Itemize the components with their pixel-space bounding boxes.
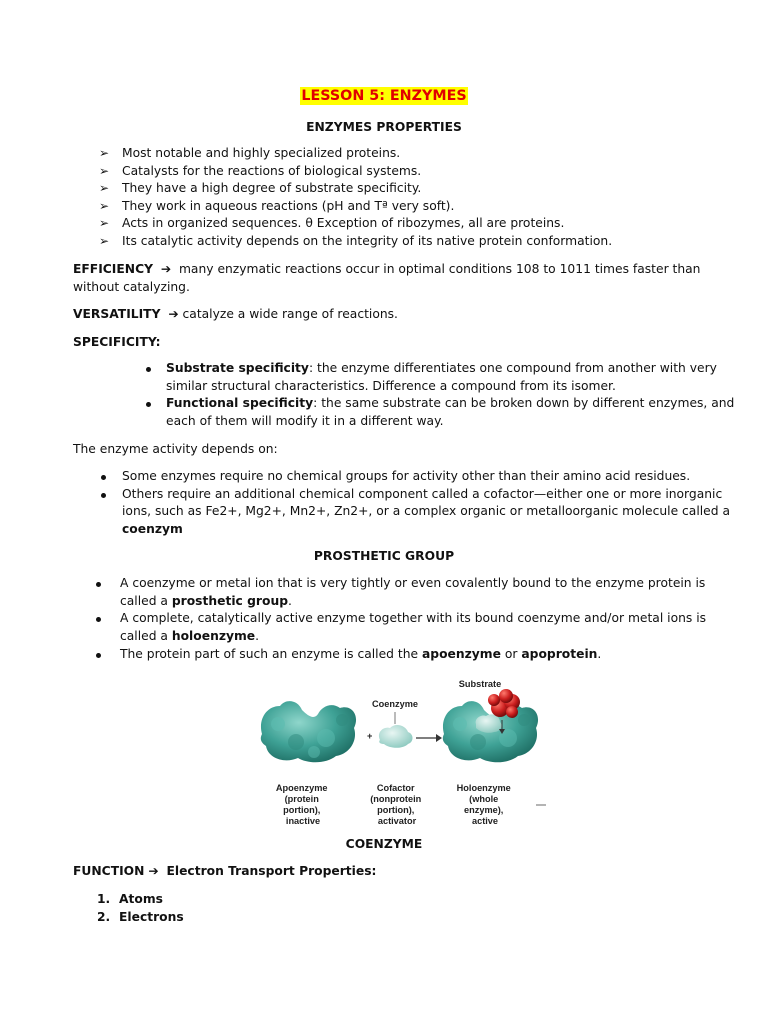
list-number: 1. bbox=[97, 892, 111, 906]
text-run: . bbox=[288, 593, 292, 608]
list-item: Catalysts for the reactions of biological systems. bbox=[122, 163, 422, 178]
text-run: called a bbox=[120, 593, 172, 608]
efficiency-text: many enzymatic reactions occur in optimal conditions 108 to 1011 times faster than bbox=[178, 262, 701, 276]
caption-line: Holoenzyme bbox=[456, 783, 511, 793]
bullet-icon bbox=[101, 475, 106, 480]
substrate-label: Substrate bbox=[458, 679, 502, 689]
coenzyme-shape bbox=[379, 725, 413, 748]
arrowhead-bullet-icon: ➢ bbox=[99, 233, 110, 248]
right-arrow-icon: ➔ bbox=[156, 262, 179, 276]
bullet-icon bbox=[96, 582, 101, 587]
enzyme-diagram bbox=[256, 676, 552, 830]
prosthetic-item-3 bbox=[120, 646, 601, 664]
specificity-label: SPECIFICITY: bbox=[73, 334, 161, 349]
caption-line: (whole bbox=[469, 794, 499, 804]
apoprotein-term: apoprotein bbox=[521, 647, 598, 661]
prosthetic-group-term: prosthetic group bbox=[171, 593, 289, 608]
bullet-icon bbox=[101, 493, 106, 498]
caption-line: Cofactor bbox=[376, 783, 415, 793]
text-run: or bbox=[500, 647, 522, 661]
caption-line: portion), bbox=[377, 805, 415, 815]
substrate-specificity-text-cont: similar structural characteristics. Difference a compound from its isomer. bbox=[166, 378, 616, 393]
caption-line: active bbox=[471, 816, 499, 826]
caption-line: enzyme), bbox=[464, 805, 504, 815]
list-item: They have a high degree of substrate specificity. bbox=[122, 181, 422, 195]
prosthetic-item-1: A coenzyme or metal ion that is very tightly or even covalently bound to the enzyme protein is bbox=[120, 576, 706, 590]
list-item: Acts in organized sequences. θ Exception of ribozymes, all are proteins. bbox=[122, 216, 565, 230]
bullet-icon bbox=[146, 367, 151, 372]
caption-line: portion), bbox=[283, 805, 321, 815]
enzyme-diagram-figure bbox=[256, 676, 552, 830]
function-item-atoms: Atoms bbox=[119, 892, 163, 906]
bullet-icon bbox=[96, 653, 101, 658]
arrowhead-bullet-icon: ➢ bbox=[99, 181, 110, 195]
activity-item-2: Others require an additional chemical component called a cofactor—either one or more inorganic bbox=[122, 486, 723, 501]
title-row bbox=[0, 87, 768, 106]
functional-specificity-text: : the same substrate can be broken down by different enzymes, and bbox=[313, 396, 735, 410]
function-item-electrons: Electrons bbox=[119, 909, 184, 924]
functional-specificity-item bbox=[166, 395, 734, 413]
activity-item-1: Some enzymes require no chemical groups for activity other than their amino acid residues. bbox=[122, 469, 691, 483]
function-label: FUNCTION bbox=[73, 864, 145, 878]
apoenzyme-caption bbox=[276, 783, 330, 826]
text-run: . bbox=[597, 647, 602, 661]
bullet-icon bbox=[96, 617, 101, 622]
arrowhead-bullet-icon: ➢ bbox=[99, 146, 110, 160]
versatility-label: VERSATILITY bbox=[73, 307, 161, 321]
function-paragraph bbox=[73, 863, 376, 881]
text-run: called a bbox=[120, 628, 172, 643]
activity-intro: The enzyme activity depends on: bbox=[73, 442, 278, 456]
coenzyme-label: Coenzyme bbox=[372, 699, 418, 709]
efficiency-paragraph bbox=[73, 261, 700, 279]
holoenzyme-term: holoenzyme bbox=[171, 628, 256, 643]
functional-specificity-text-cont: each of them will modify it in a different way. bbox=[166, 413, 444, 428]
arrowhead-bullet-icon: ➢ bbox=[99, 198, 110, 213]
efficiency-text-cont: without catalyzing. bbox=[73, 279, 190, 294]
right-arrow-icon: ➔ bbox=[144, 864, 167, 878]
cofactor-caption bbox=[370, 783, 424, 826]
text-run: The protein part of such an enzyme is called the bbox=[120, 647, 422, 661]
arrowhead-bullet-icon: ➢ bbox=[99, 163, 110, 178]
right-arrow-icon: ➔ bbox=[164, 307, 183, 321]
caption-line: activator bbox=[377, 816, 417, 826]
caption-line: (nonprotein bbox=[370, 794, 422, 804]
prosthetic-item-2: A complete, catalytically active enzyme together with its bound coenzyme and/or metal ions is bbox=[120, 611, 707, 625]
text-run: . bbox=[255, 628, 260, 643]
arrowhead-bullet-icon: ➢ bbox=[99, 216, 110, 230]
efficiency-label: EFFICIENCY bbox=[73, 262, 153, 276]
versatility-paragraph bbox=[73, 306, 398, 324]
caption-line: Apoenzyme bbox=[275, 783, 328, 793]
versatility-text: catalyze a wide range of reactions. bbox=[182, 307, 398, 321]
list-item: Its catalytic activity depends on the integrity of its native protein conformation. bbox=[122, 233, 613, 248]
prosthetic-item-2-cont bbox=[120, 628, 259, 646]
caption-line: (protein bbox=[284, 794, 319, 804]
substrate-specificity-text: : the enzyme differentiates one compound from another with very bbox=[308, 361, 717, 375]
apoenzyme-shape bbox=[261, 701, 356, 762]
list-item: Most notable and highly specialized proteins. bbox=[122, 146, 401, 160]
list-number: 2. bbox=[97, 909, 111, 924]
list-item: They work in aqueous reactions (pH and Tª very soft). bbox=[122, 198, 455, 213]
holoenzyme-shape bbox=[443, 701, 538, 762]
functional-specificity-term: Functional specificity bbox=[166, 396, 314, 410]
coenzym-term: coenzym bbox=[122, 521, 183, 536]
prosthetic-item-1-cont bbox=[120, 593, 292, 611]
bullet-icon bbox=[146, 402, 151, 407]
plus-sign: + bbox=[367, 731, 373, 741]
page-title: LESSON 5: ENZYMES bbox=[301, 88, 467, 104]
section-heading-coenzyme: COENZYME bbox=[345, 837, 423, 851]
function-text: Electron Transport Properties: bbox=[166, 864, 377, 878]
apoenzyme-term: apoenzyme bbox=[421, 647, 501, 661]
activity-item-2-cont: ions, such as Fe2+, Mg2+, Mn2+, Zn2+, or a complex organic or metalloorganic molecule called a bbox=[122, 504, 730, 518]
section-heading-properties: ENZYMES PROPERTIES bbox=[306, 120, 462, 134]
holoenzyme-caption bbox=[457, 783, 514, 826]
substrate-shape bbox=[488, 689, 520, 718]
section-heading-prosthetic: PROSTHETIC GROUP bbox=[313, 549, 455, 563]
arrowhead-icon bbox=[436, 734, 442, 742]
substrate-specificity-term: Substrate specificity bbox=[166, 361, 309, 375]
substrate-specificity-item bbox=[166, 360, 717, 378]
caption-line: inactive bbox=[285, 816, 321, 826]
